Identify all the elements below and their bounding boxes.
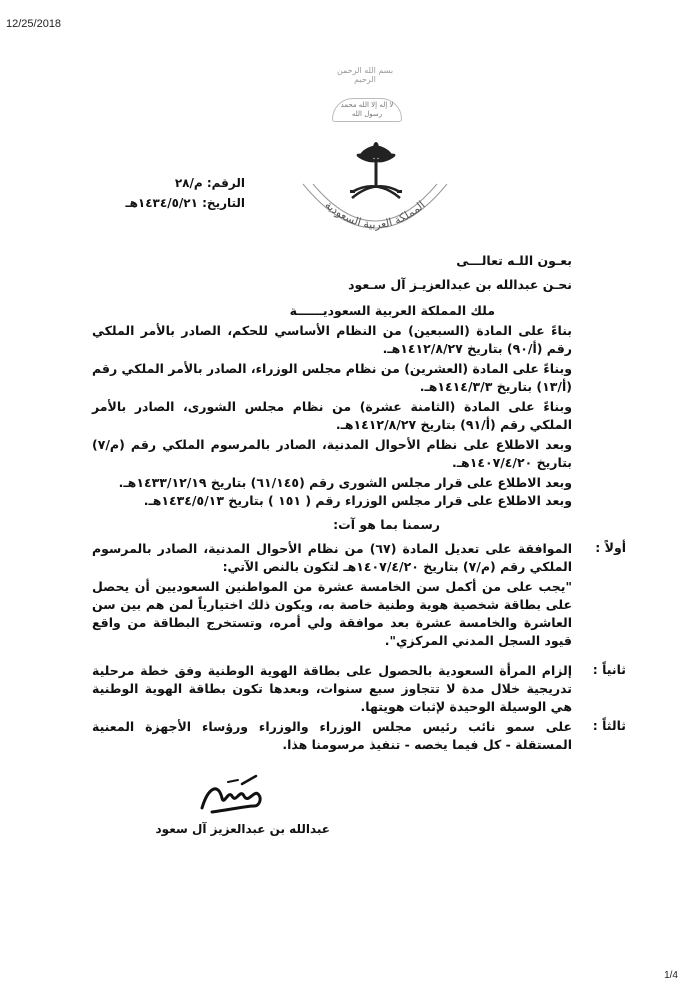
reference-number: الرقم: م/٢٨ xyxy=(174,176,245,190)
preamble-item: بناءً على المادة (السبعين) من النظام الأساسي للحكم، الصادر بالأمر الملكي رقم (أ/٩٠) بتاريخ ١٤١٢/٨/٢٧هـ. xyxy=(92,323,572,356)
preamble-item: وبناءً على المادة (العشرين) من نظام مجلس الوزراء، الصادر بالأمر الملكي رقم (أ/١٣) بتاريخ ١٤١٤/٣/٣هـ. xyxy=(92,361,572,394)
article-text: الموافقة على تعديل المادة (٦٧) من نظام الأحوال المدنية، الصادر بالمرسوم الملكي رقم (م/٧) بتاريخ ١٤٠٧/٤/٢٠هـ لتكون بالنص الآتي: xyxy=(92,541,572,574)
basmala-text: بسم الله الرحمن الرحيم xyxy=(336,66,394,84)
shahada-text: لا إله إلا الله محمد رسول الله xyxy=(332,98,402,122)
preamble-item: وبعد الاطلاع على نظام الأحوال المدنية، الصادر بالمرسوم الملكي رقم (م/٧) بتاريخ ١٤٠٧/٤/٢٠هـ. xyxy=(92,437,572,470)
signatory-name: عبدالله بن عبدالعزيز آل سعود xyxy=(155,822,330,836)
issuer-title: ملك المملكة العربية السعوديــــــة xyxy=(289,303,495,318)
article-label: ثالثاً : xyxy=(592,718,626,733)
issuer-name: نحـن عبدالله بن عبدالعزيـز آل سـعود xyxy=(348,277,572,292)
kingdom-name-text: المملكة العربية السعودية xyxy=(322,198,428,232)
preamble-item: وبعد الاطلاع على قرار مجلس الوزراء رقم ( ١٥١ ) بتاريخ ١٤٣٤/٥/١٣هـ. xyxy=(143,493,572,508)
article-text: إلزام المرأة السعودية بالحصول على بطاقة الهوية الوطنية وفق خطة مرحلية تدريجية خلال مدة لا تتجاوز سبع سنوات، وبعدها تكون بطاقة الهوية الوطنية هي الوسيلة الوحيدة لإثبات هويتها. xyxy=(92,663,572,714)
opening-invocation: بعـون اللـه تعالـــى xyxy=(456,253,572,268)
article-quote: "يجب على من أكمل سن الخامسة عشرة من المواطنين السعوديين أن يحصل على بطاقة شخصية هوية وطنية خاصة به، ويكون ذلك اختيارياً لمن هم بين سن العاشرة والخامسة عشرة بعد موافقة ولي أمره، وتستخرج البطاقة من واقع قيود السجل المدني المركزي". xyxy=(92,579,572,648)
kingdom-name-arc xyxy=(295,160,455,250)
article-text: على سمو نائب رئيس مجلس الوزراء والوزراء ورؤساء الأجهزة المعنية المستقلة - كل فيما يخصه - تنفيذ مرسومنا هذا. xyxy=(92,719,572,752)
preamble-item: وبعد الاطلاع على قرار مجلس الشورى رقم (٦١/١٤٥) بتاريخ ١٤٣٣/١٢/١٩هـ. xyxy=(118,475,572,490)
decree-intro: رسمنا بما هو آت: xyxy=(333,517,440,532)
article-label: أولاً : xyxy=(595,540,626,555)
page-number: 1/4 xyxy=(664,970,678,981)
print-date: 12/25/2018 xyxy=(6,18,62,30)
svg-text:المملكة العربية السعودية xyxy=(322,198,427,231)
handwritten-signature xyxy=(198,770,268,820)
preamble-item: وبناءً على المادة (الثامنة عشرة) من نظام مجلس الشورى، الصادر بالأمر الملكي رقم (أ/٩١) بتاريخ ١٤١٢/٨/٢٧هـ. xyxy=(92,399,572,432)
reference-date: التاريخ: ١٤٣٤/٥/٢١هـ xyxy=(125,196,245,210)
article-label: ثانياً : xyxy=(592,662,626,677)
